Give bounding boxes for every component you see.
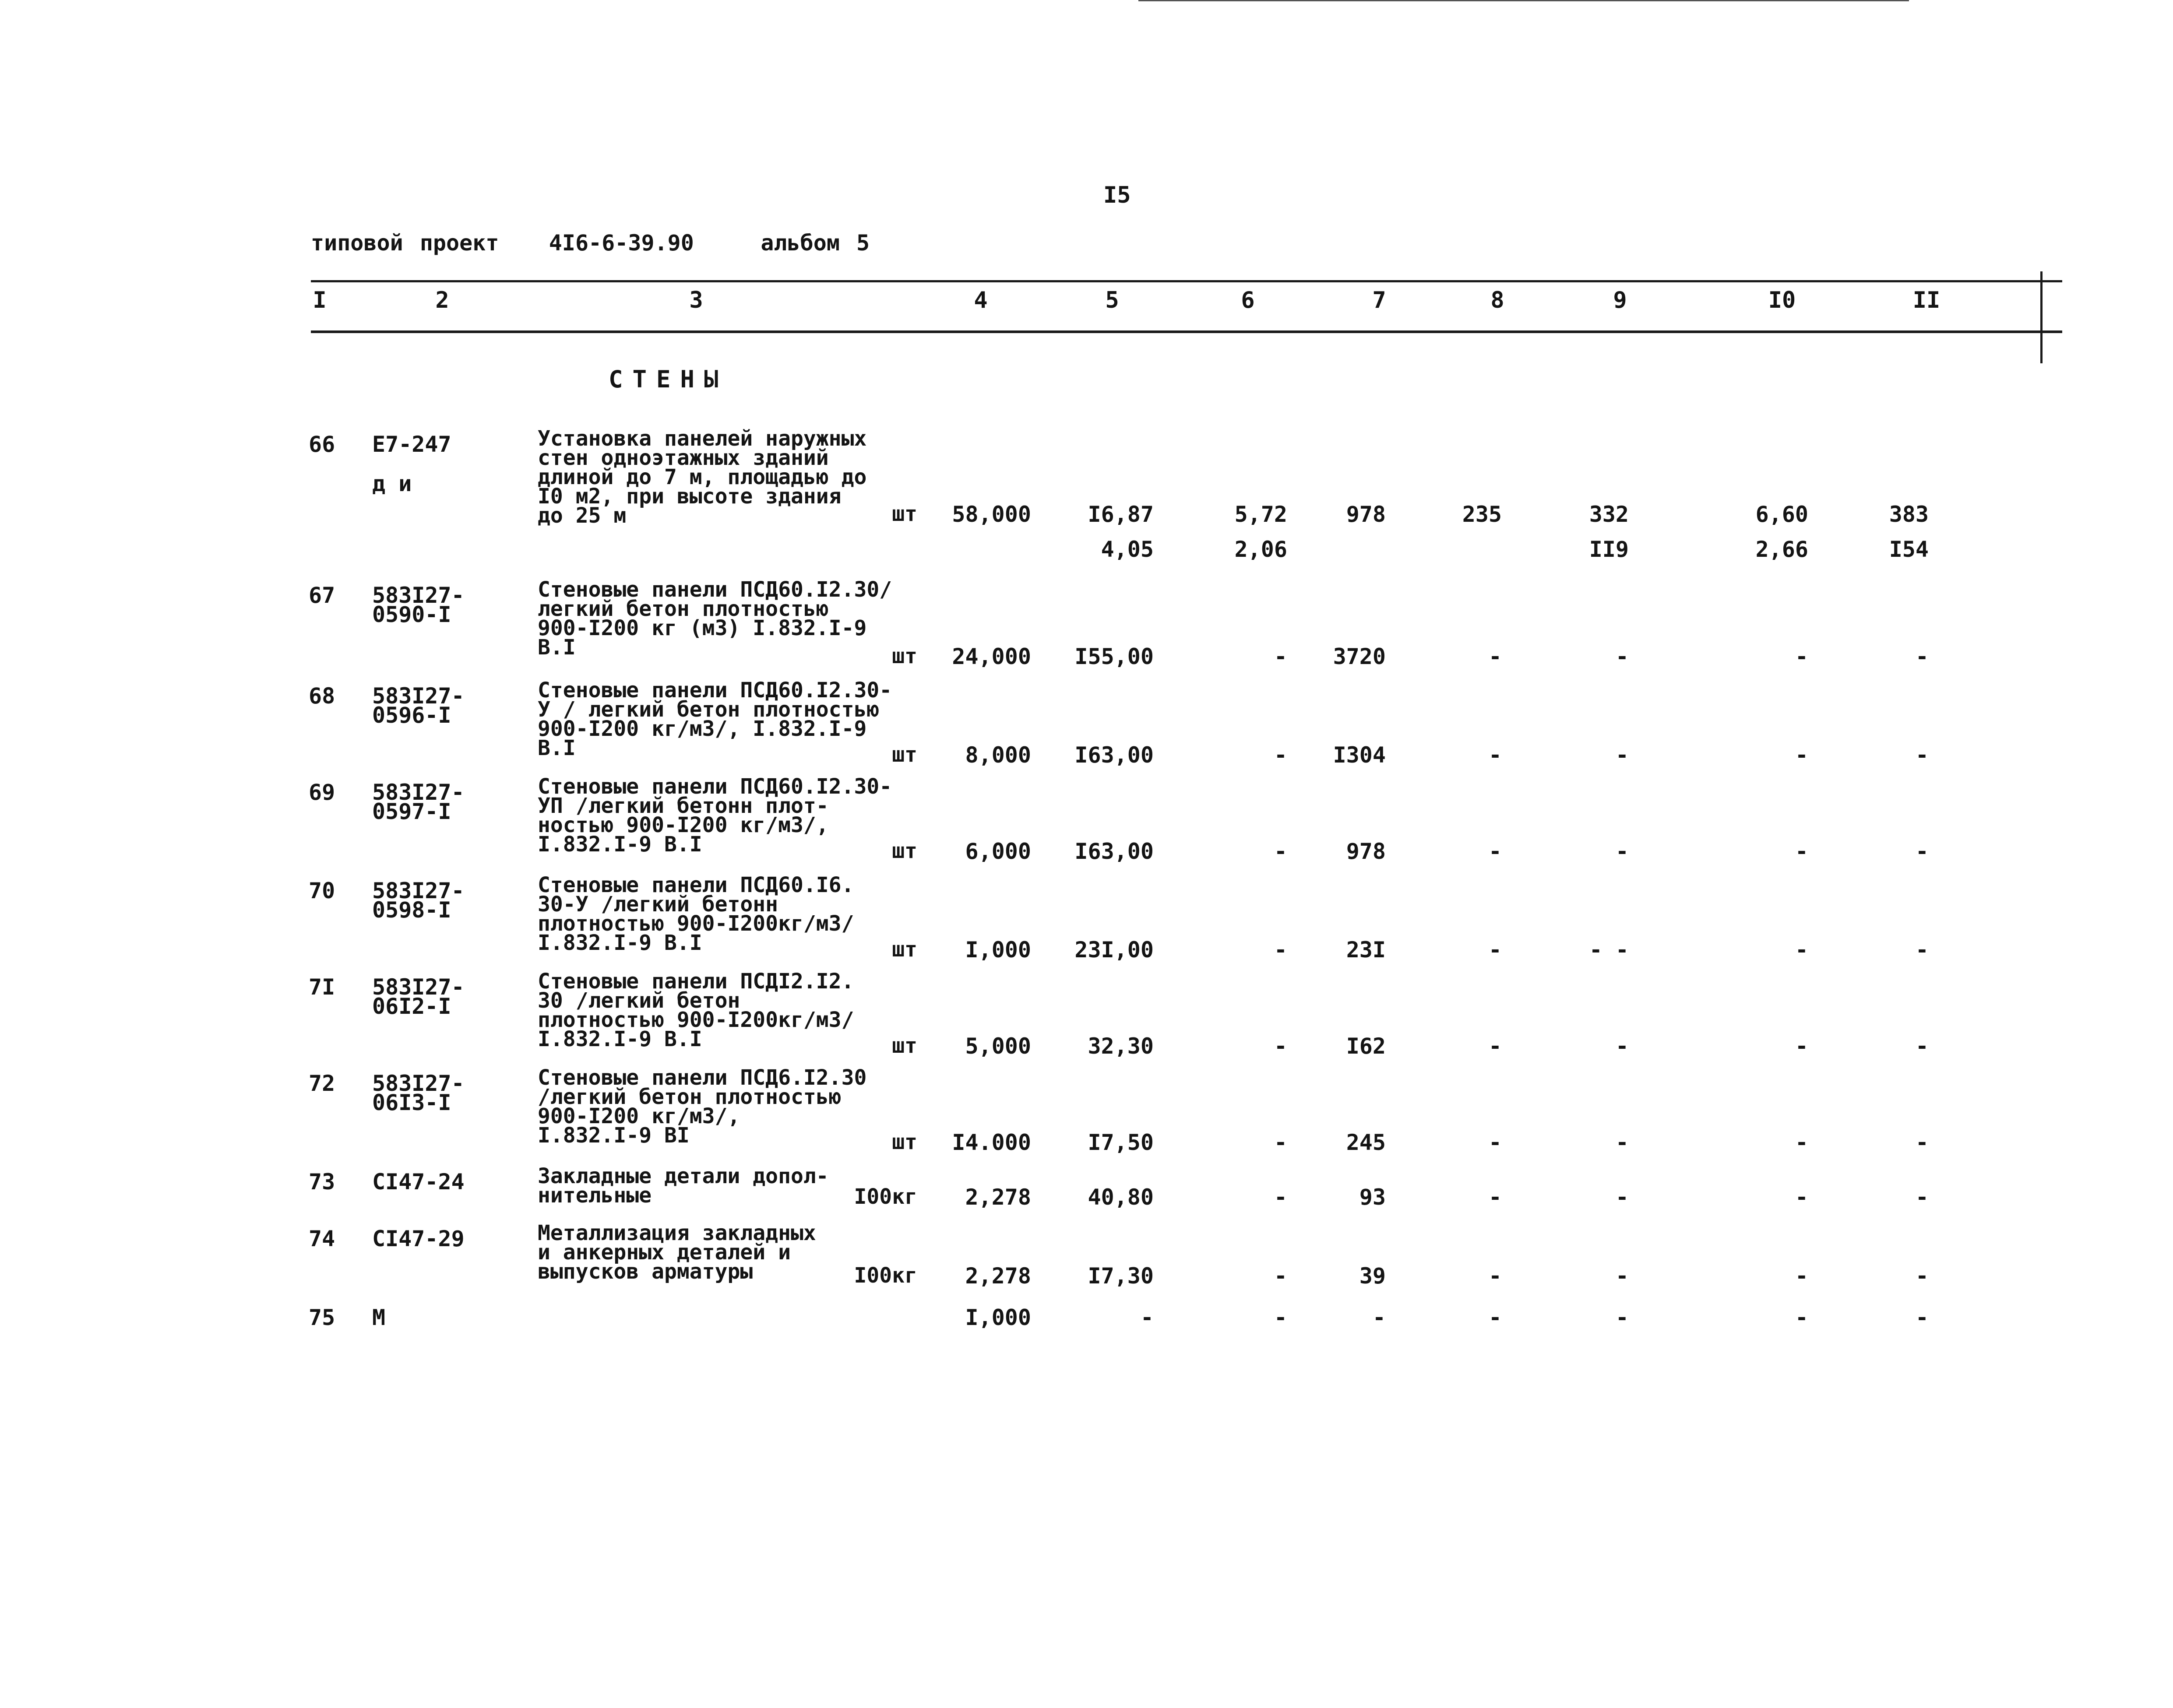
cell-col-11: - <box>1915 1130 1929 1155</box>
row-description-line: I.832.I-9 В.I <box>538 1027 702 1051</box>
cell-col-10: - <box>1795 742 1808 768</box>
cell-col-10: - <box>1795 1033 1808 1059</box>
cell-col-11: - <box>1915 1263 1929 1289</box>
cell-col-10: - <box>1795 1130 1808 1155</box>
cell-col-6: 5,72 <box>1234 502 1287 527</box>
cell-col-10: - <box>1795 839 1808 864</box>
cell-col-8: - <box>1488 839 1502 864</box>
cell-col-10: 6,60 <box>1755 502 1808 527</box>
cell-col-9: - <box>1615 839 1629 864</box>
row-code: СI47-24 <box>372 1169 465 1195</box>
album-label: альбом 5 <box>761 230 870 256</box>
row-description-line: легкий бетон плотностью <box>538 597 829 621</box>
cell-col-11: I54 <box>1889 537 1929 562</box>
row-unit: шт <box>892 644 917 668</box>
row-description-line: Стеновые панели ПСД60.I2.30- <box>538 774 892 799</box>
cell-col-10: - <box>1795 1263 1808 1289</box>
cell-col-10: - <box>1795 644 1808 669</box>
row-number: 68 <box>309 683 335 709</box>
row-unit: I00кг <box>854 1263 917 1288</box>
cell-col-8: - <box>1488 644 1502 669</box>
cell-col-9: - <box>1615 742 1629 768</box>
row-description-line: 900-I200 кг (м3) I.832.I-9 <box>538 616 867 640</box>
cell-col-5: I7,30 <box>1088 1263 1154 1289</box>
row-description-line: В.I <box>538 635 576 660</box>
cell-col-8: - <box>1488 1130 1502 1155</box>
cell-col-6: - <box>1274 742 1287 768</box>
cell-col-11: - <box>1915 937 1929 963</box>
cell-col-8: 235 <box>1462 502 1502 527</box>
cell-col-5: I6,87 <box>1088 502 1154 527</box>
col-header-1: I <box>313 287 327 313</box>
col-header-7: 7 <box>1372 287 1386 313</box>
row-number: 75 <box>309 1305 335 1330</box>
col-header-2: 2 <box>435 287 449 313</box>
cell-col-11: - <box>1915 1033 1929 1059</box>
row-code: 583I27- <box>372 583 465 608</box>
row-number: 72 <box>309 1071 335 1096</box>
col-header-9: 9 <box>1613 287 1627 313</box>
cell-col-5: I7,50 <box>1088 1130 1154 1155</box>
row-code: М <box>372 1305 386 1330</box>
row-description-line: 900-I200 кг/м3/, <box>538 1104 740 1128</box>
row-description-line: УП /легкий бетонн плот- <box>538 794 829 818</box>
row-description-line: I0 м2, при высоте здания <box>538 484 842 509</box>
cell-col-10: 2,66 <box>1755 537 1808 562</box>
row-unit: шт <box>892 937 917 962</box>
col-header-11: II <box>1912 287 1941 313</box>
col-header-10: I0 <box>1768 287 1796 313</box>
cell-col-7: 978 <box>1346 839 1386 864</box>
row-code: 583I27- <box>372 780 465 805</box>
row-number: 69 <box>309 780 335 805</box>
row-code: 06I3-I <box>372 1090 451 1115</box>
cell-col-11: 383 <box>1889 502 1929 527</box>
row-description-line: Закладные детали допол- <box>538 1164 829 1188</box>
row-code: 583I27- <box>372 974 465 1000</box>
cell-col-11: - <box>1915 839 1929 864</box>
row-code: 583I27- <box>372 878 465 903</box>
cell-col-9: - <box>1615 644 1629 669</box>
right-edge-rule <box>2040 271 2043 363</box>
row-description-line: плотностью 900-I200кг/м3/ <box>538 911 854 936</box>
cell-col-7: 3720 <box>1333 644 1386 669</box>
cell-col-7: 93 <box>1359 1184 1386 1210</box>
row-description-line: стен одноэтажных зданий <box>538 446 829 470</box>
cell-col-5: I55,00 <box>1074 644 1154 669</box>
row-unit: шт <box>892 742 917 767</box>
row-unit: шт <box>892 502 917 526</box>
cell-col-8: - <box>1488 742 1502 768</box>
row-description-line: и анкерных деталей и <box>538 1240 791 1265</box>
document-header <box>311 232 870 254</box>
cell-col-5: 23I,00 <box>1074 937 1154 963</box>
cell-col-9: II9 <box>1589 537 1629 562</box>
row-code: 583I27- <box>372 1071 465 1096</box>
row-code: 583I27- <box>372 683 465 709</box>
row-description-line: плотностью 900-I200кг/м3/ <box>538 1008 854 1032</box>
cell-col-6: - <box>1274 839 1287 864</box>
cell-col-7: - <box>1372 1305 1386 1330</box>
cell-col-6: - <box>1274 644 1287 669</box>
row-description-line: нительные <box>538 1183 652 1208</box>
cell-col-4: 8,000 <box>965 742 1031 768</box>
cell-col-5: I63,00 <box>1074 742 1154 768</box>
row-code: 06I2-I <box>372 994 451 1019</box>
row-description-line: У / легкий бетон плотностью <box>538 697 880 722</box>
row-number: 66 <box>309 432 335 457</box>
row-description-line: длиной до 7 м, площадью до <box>538 465 867 489</box>
row-unit: шт <box>892 1130 917 1154</box>
row-code: СI47-29 <box>372 1226 465 1251</box>
cell-col-9: - <box>1615 1184 1629 1210</box>
row-description-line: Стеновые панели ПСД60.I2.30- <box>538 678 892 703</box>
cell-col-5: 32,30 <box>1088 1033 1154 1059</box>
row-code: 0597-I <box>372 799 451 824</box>
row-unit: шт <box>892 1033 917 1058</box>
cell-col-11: - <box>1915 742 1929 768</box>
cell-col-4: 58,000 <box>952 502 1031 527</box>
cell-col-5: 4,05 <box>1101 537 1154 562</box>
header-top-rule <box>311 280 2062 282</box>
cell-col-7: 978 <box>1346 502 1386 527</box>
cell-col-7: 245 <box>1346 1130 1386 1155</box>
col-header-8: 8 <box>1490 287 1504 313</box>
cell-col-4: 24,000 <box>952 644 1031 669</box>
cell-col-9: - <box>1615 1130 1629 1155</box>
row-description-line: выпусков арматуры <box>538 1259 753 1284</box>
row-description-line: до 25 м <box>538 503 627 528</box>
row-code: Е7-247 <box>372 432 451 457</box>
row-description-line: Установка панелей наружных <box>538 426 867 451</box>
row-code: 0598-I <box>372 897 451 923</box>
cell-col-10: - <box>1795 1184 1808 1210</box>
row-code: 0596-I <box>372 703 451 728</box>
col-header-3: 3 <box>689 287 703 313</box>
cell-col-6: - <box>1274 1184 1287 1210</box>
header-bottom-rule <box>311 330 2062 333</box>
row-description-line: Стеновые панели ПСД60.I6. <box>538 873 854 897</box>
cell-col-8: - <box>1488 1184 1502 1210</box>
row-unit: шт <box>892 839 917 863</box>
cell-col-4: 2,278 <box>965 1263 1031 1289</box>
row-description-line: ностью 900-I200 кг/м3/, <box>538 813 829 837</box>
cell-col-6: - <box>1274 1305 1287 1330</box>
cell-col-8: - <box>1488 1033 1502 1059</box>
row-description-line: 30 /легкий бетон <box>538 988 740 1013</box>
project-label: типовой проект <box>311 230 499 256</box>
cell-col-10: - <box>1795 937 1808 963</box>
row-number: 7I <box>309 974 335 1000</box>
row-code: д и <box>372 471 412 496</box>
row-description-line: I.832.I-9 В.I <box>538 931 702 955</box>
row-description-line: Металлизация закладных <box>538 1221 816 1245</box>
cell-col-4: I4.000 <box>952 1130 1031 1155</box>
cell-col-10: - <box>1795 1305 1808 1330</box>
cell-col-5: I63,00 <box>1074 839 1154 864</box>
project-code: 4I6-6-39.90 <box>549 230 694 256</box>
cell-col-5: 40,80 <box>1088 1184 1154 1210</box>
row-description-line: 30-У /легкий бетонн <box>538 892 778 917</box>
row-number: 70 <box>309 878 335 903</box>
cell-col-11: - <box>1915 1184 1929 1210</box>
col-header-5: 5 <box>1105 287 1119 313</box>
row-description-line: I.832.I-9 В.I <box>538 832 702 857</box>
cell-col-8: - <box>1488 937 1502 963</box>
row-description-line: В.I <box>538 736 576 760</box>
col-header-6: 6 <box>1241 287 1255 313</box>
cell-col-11: - <box>1915 1305 1929 1330</box>
section-title: СТЕНЫ <box>609 365 728 393</box>
cell-col-9: - - <box>1589 937 1629 963</box>
row-description-line: Стеновые панели ПСД60.I2.30/ <box>538 577 892 602</box>
cell-col-6: - <box>1274 1033 1287 1059</box>
row-number: 67 <box>309 583 335 608</box>
cell-col-6: - <box>1274 1130 1287 1155</box>
cell-col-4: I,000 <box>965 1305 1031 1330</box>
cell-col-4: I,000 <box>965 937 1031 963</box>
row-description-line: Стеновые панели ПСДI2.I2. <box>538 969 854 994</box>
row-code: 0590-I <box>372 602 451 627</box>
cell-col-6: - <box>1274 1263 1287 1289</box>
row-number: 73 <box>309 1169 335 1195</box>
cell-col-4: 6,000 <box>965 839 1031 864</box>
page-number: I5 <box>1103 182 1131 208</box>
cell-col-9: - <box>1615 1033 1629 1059</box>
row-description-line: 900-I200 кг/м3/, I.832.I-9 <box>538 717 867 741</box>
cell-col-7: I62 <box>1346 1033 1386 1059</box>
cell-col-9: - <box>1615 1263 1629 1289</box>
cell-col-6: - <box>1274 937 1287 963</box>
col-header-4: 4 <box>974 287 988 313</box>
cell-col-4: 2,278 <box>965 1184 1031 1210</box>
cell-col-6: 2,06 <box>1234 537 1287 562</box>
row-description-line: /легкий бетон плотностью <box>538 1085 842 1109</box>
row-description-line: Стеновые панели ПСД6.I2.30 <box>538 1065 867 1090</box>
row-number: 74 <box>309 1226 335 1251</box>
cell-col-7: I304 <box>1333 742 1386 768</box>
cell-col-7: 23I <box>1346 937 1386 963</box>
row-description-line: I.832.I-9 ВI <box>538 1123 690 1148</box>
row-unit: I00кг <box>854 1184 917 1209</box>
cell-col-8: - <box>1488 1305 1502 1330</box>
cell-col-5: - <box>1140 1305 1154 1330</box>
cell-col-11: - <box>1915 644 1929 669</box>
cell-col-7: 39 <box>1359 1263 1386 1289</box>
cell-col-4: 5,000 <box>965 1033 1031 1059</box>
cell-col-8: - <box>1488 1263 1502 1289</box>
top-scan-line <box>1138 0 1909 1</box>
cell-col-9: - <box>1615 1305 1629 1330</box>
cell-col-9: 332 <box>1589 502 1629 527</box>
